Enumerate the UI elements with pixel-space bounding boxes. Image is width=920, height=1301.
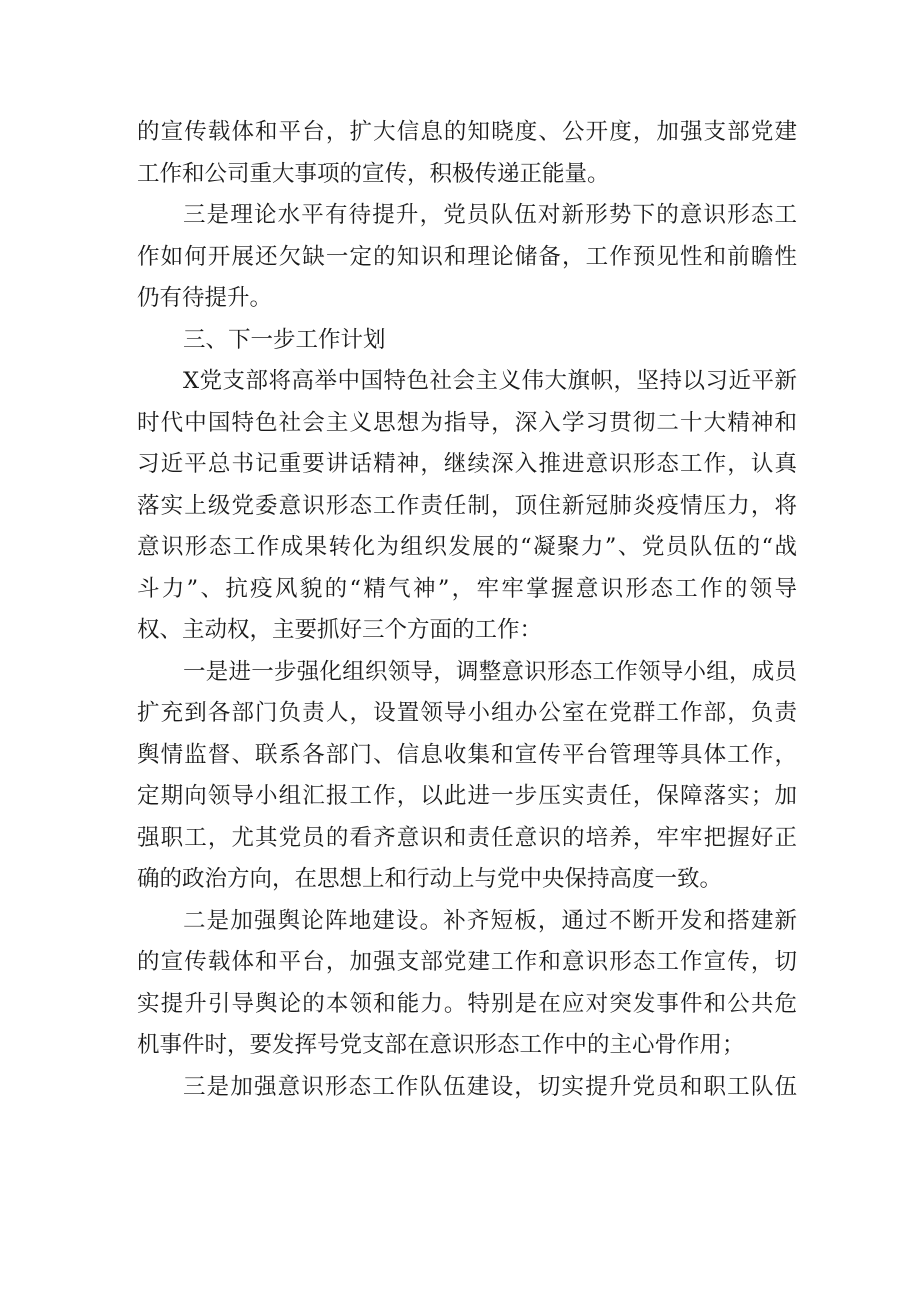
paragraph-start-line: 三是理论水平有待提升，党员队伍对新形势下的意识形态工 xyxy=(183,202,797,228)
text-line: 意识形态工作成果转化为组织发展的“凝聚力”、党员队伍的“战 xyxy=(137,534,797,560)
paragraph-start-line: 二是加强舆论阵地建设。补齐短板，通过不断开发和搭建新 xyxy=(183,907,797,934)
text-line: 舆情监督、联系各部门、信息收集和宣传平台管理等具体工作， xyxy=(137,741,797,768)
text-line: 习近平总书记重要讲话精神，继续深入推进意识形态工作，认真 xyxy=(137,451,797,477)
section-heading: 三、下一步工作计划 xyxy=(183,326,386,353)
text-line: 仍有待提升。 xyxy=(137,285,273,311)
text-line: 机事件时，要发挥号党支部在意识形态工作中的主心骨作用； xyxy=(137,1032,745,1058)
text-line: 落实上级党委意识形态工作责任制，顶住新冠肺炎疫情压力，将 xyxy=(137,492,797,519)
text-line: 斗力”、抗疫风貌的“精气神”，牢牢掌握意识形态工作的领导 xyxy=(137,575,797,602)
text-line: 工作和公司重大事项的宣传，积极传递正能量。 xyxy=(137,160,610,187)
paragraph-start-line: X党支部将高举中国特色社会主义伟大旗帜，坚持以习近平新 xyxy=(183,368,797,394)
text-line: 作如何开展还欠缺一定的知识和理论储备，工作预见性和前瞻性 xyxy=(137,243,797,270)
text-line: 时代中国特色社会主义思想为指导，深入学习贯彻二十大精神和 xyxy=(137,409,797,436)
text-line: 权、主动权，主要抓好三个方面的工作： xyxy=(137,617,543,643)
document-body xyxy=(137,112,797,1108)
text-line: 定期向领导小组汇报工作，以此进一步压实责任，保障落实；加 xyxy=(137,783,797,809)
text-line: 的宣传载体和平台，扩大信息的知晓度、公开度，加强支部党建 xyxy=(137,119,797,145)
text-line: 的宣传载体和平台，加强支部党建工作和意识形态工作宣传，切 xyxy=(137,949,797,975)
text-line: 实提升引导舆论的本领和能力。特别是在应对突发事件和公共危 xyxy=(137,990,797,1017)
paragraph-start-line: 一是进一步强化组织领导，调整意识形态工作领导小组，成员 xyxy=(183,658,797,685)
paragraph-start-line: 三是加强意识形态工作队伍建设，切实提升党员和职工队伍 xyxy=(183,1073,797,1100)
text-line: 强职工，尤其党员的看齐意识和责任意识的培养，牢牢把握好正 xyxy=(137,824,797,851)
text-line: 确的政治方向，在思想上和行动上与党中央保持高度一致。 xyxy=(137,866,723,892)
text-line: 扩充到各部门负责人，设置领导小组办公室在党群工作部，负责 xyxy=(137,700,797,726)
